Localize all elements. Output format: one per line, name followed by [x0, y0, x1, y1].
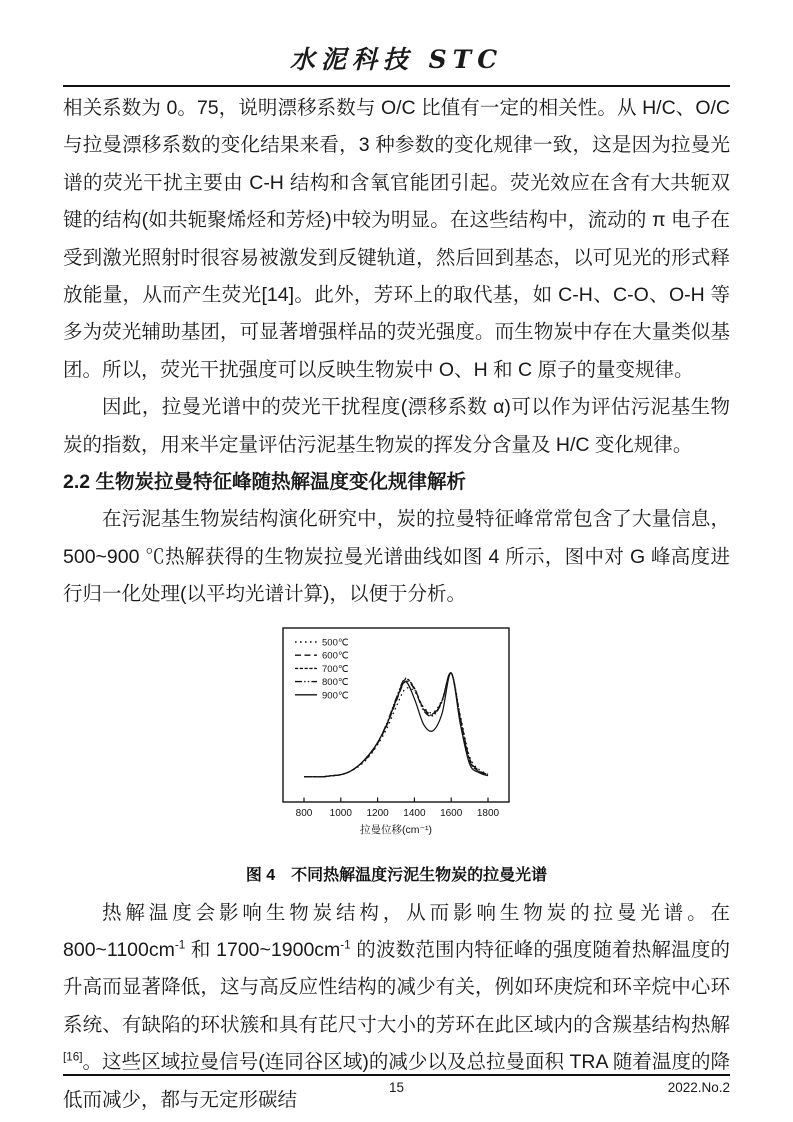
svg-text:1200: 1200 — [365, 807, 389, 819]
svg-text:800℃: 800℃ — [321, 676, 349, 688]
svg-text:拉曼位移(cm⁻¹): 拉曼位移(cm⁻¹) — [359, 823, 432, 836]
svg-text:800: 800 — [295, 807, 312, 819]
page-header — [0, 0, 793, 87]
paragraph-temperature-effect: 热解温度会影响生物炭结构，从而影响生物炭的拉曼光谱。在 $800\sim 1100cm^{-1}$ 和 $1700\sim 1900cm^{-1}$ 的波数范围内特征峰的强度随着热解温度的升高而显著降低，这与高反应性结构的减少有关，例如环庚烷和环辛烷中心环系统、有缺陷的环状簇和具有芘尺寸大小的芳环在此区域内的含羰基结构热解[16]。这些区域拉曼信号(连同谷区域)的减少以及总拉曼面积 TRA 随着温度的降低而减少，都与无定形碳结 — [63, 901, 730, 1111]
paragraph-fluorescence-mechanism: 相关系数为 0。75，说明漂移系数与 O/C 比值有一定的相关性。从 H/C、O/C 与拉曼漂移系数的变化结果来看，3 种参数的变化规律一致，这是因为拉曼光谱的荧光干扰主要由 C-H 结构和含氧官能团引起。荧光效应在含有大共轭双键的结构(如共轭聚烯烃和芳烃)中较为明显。在这些结构中，流动的 π 电子在受到激光照射时很容易被激发到反键轨道，然后回到基态，以可见光的形式释放能量，从而产生荧光[14]。此外，芳环上的取代基，如 C-H、C-O、O-H 等多为荧光辅助基团，可显著增强样品的荧光强度。而生物炭中存在大量类似基团。所以，荧光干扰强度可以反映生物炭中 O、H 和 C 原子的量变规律。 — [63, 97, 730, 381]
footer-row — [63, 1080, 730, 1095]
figure-4 — [63, 620, 730, 895]
paragraph-drift-coefficient-index: 因此，拉曼光谱中的荧光干扰程度(漂移系数 α)可以作为评估污泥基生物炭的指数，用来半定量评估污泥基生物炭的挥发分含量及 H/C 变化规律。 — [63, 396, 730, 456]
svg-text:900℃: 900℃ — [321, 689, 349, 701]
page-footer — [63, 1074, 730, 1095]
page-number: 15 — [388, 1080, 405, 1095]
svg-text:1400: 1400 — [402, 807, 426, 819]
figure-caption: 图 4 不同热解温度污泥生物炭的拉曼光谱 — [245, 867, 548, 885]
paragraph-figure-intro: 在污泥基生物炭结构演化研究中，炭的拉曼特征峰常常包含了大量信息，500~900 ℃热解获得的生物炭拉曼光谱曲线如图 4 所示，图中对 G 峰高度进行归一化处理(以平均光谱计算)，以便于分析。 — [63, 508, 730, 606]
svg-text:1000: 1000 — [329, 807, 352, 819]
svg-text:1600: 1600 — [439, 807, 462, 819]
svg-text:500℃: 500℃ — [321, 637, 349, 649]
issue-label: 2022.No.2 — [667, 1080, 730, 1095]
raman-spectra-chart — [266, 620, 528, 842]
header-rule — [63, 85, 730, 87]
svg-text:1800: 1800 — [476, 807, 499, 819]
footer-rule — [63, 1074, 730, 1076]
body-text — [63, 90, 730, 1119]
svg-text:700℃: 700℃ — [321, 663, 349, 675]
svg-text:600℃: 600℃ — [321, 650, 349, 662]
section-heading-2-2: 2.2 生物炭拉曼特征峰随热解温度变化规律解析 — [63, 471, 467, 494]
journal-title: 水泥科技 STC — [289, 45, 504, 74]
